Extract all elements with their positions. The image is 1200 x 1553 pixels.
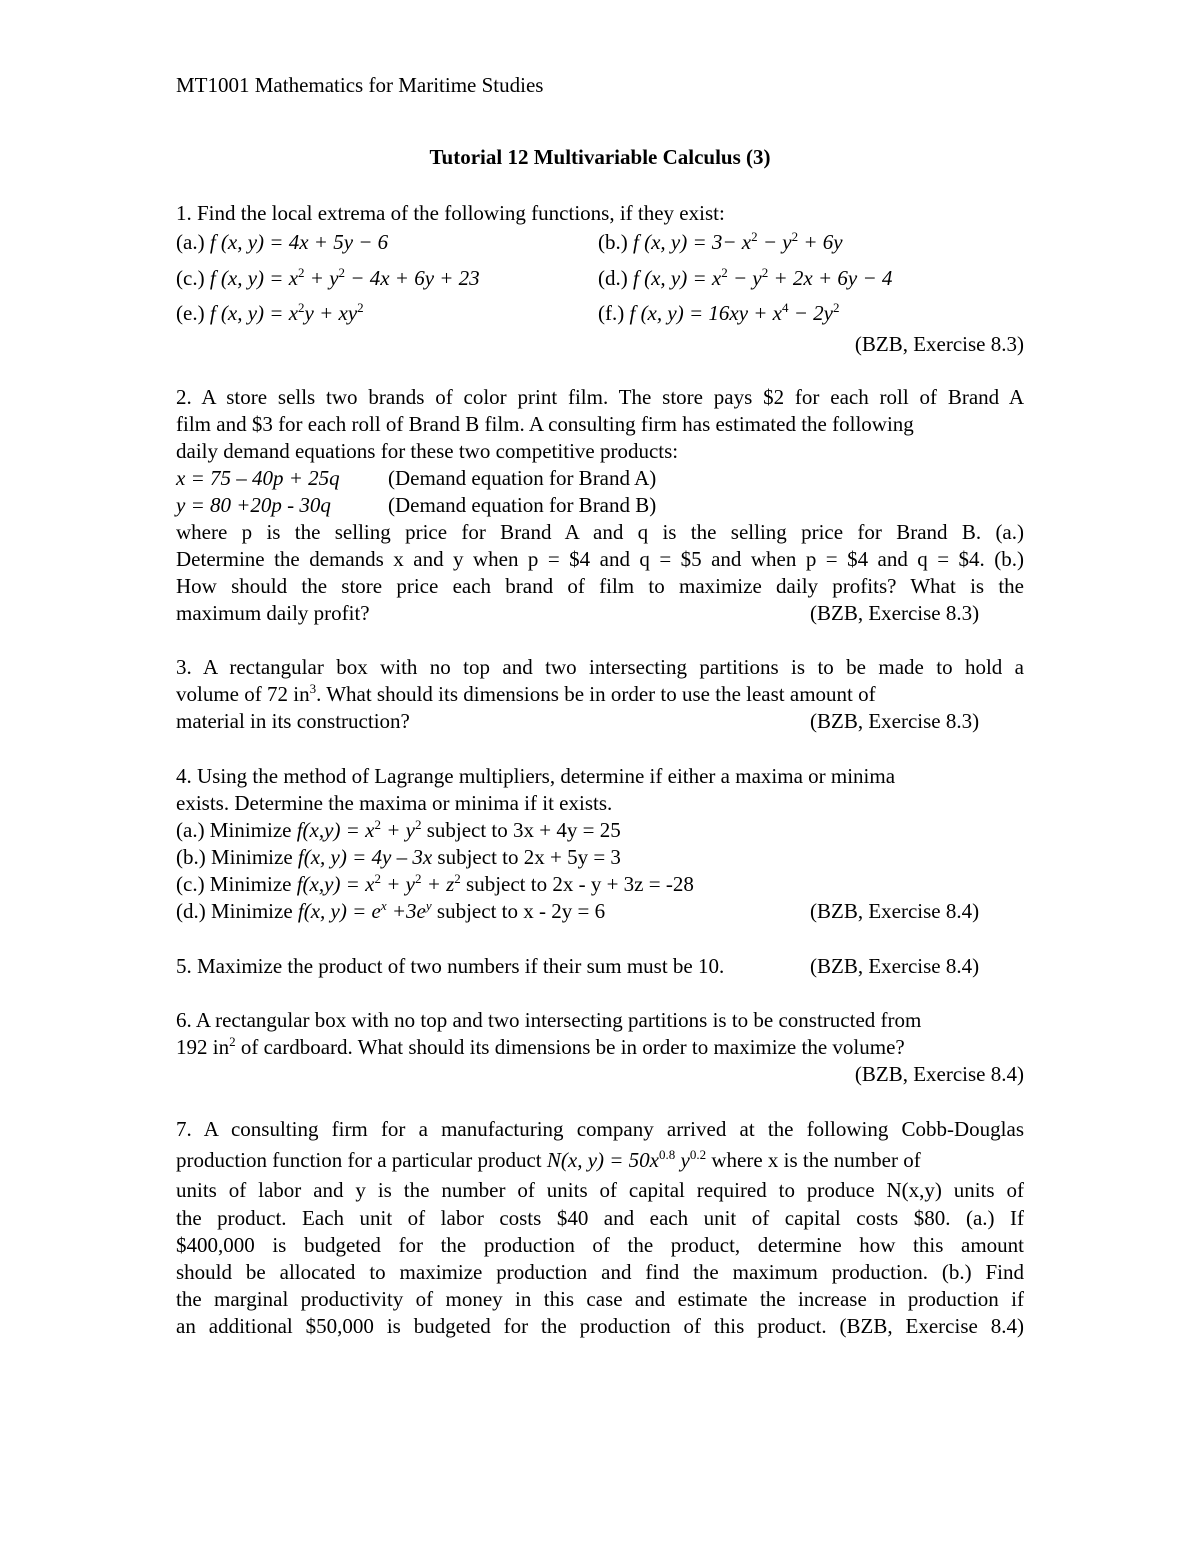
q2-line-3: daily demand equations for these two competitive products: <box>176 439 679 463</box>
q7-line-4: the product. Each unit of labor costs $40 and each unit of capital costs $80. (a.) If <box>176 1206 1024 1230</box>
q1-c: (c.) f (x, $y) = x^2 + y^2 - 4x + 6y + 23$ <box>176 265 480 290</box>
q2-reference: (BZB, Exercise 8.3) <box>810 601 980 625</box>
q3-line-3: material in its construction? <box>176 709 410 733</box>
q4-d: (d.) Minimize f(x, $y) = e^x +3e^y$ subject to x - 2y = 6 <box>176 898 606 923</box>
q7-line-8: an additional $50,000 is budgeted for the production of this product. (BZB, Exercise 8.4) <box>176 1314 1024 1338</box>
q6-line-2: 192 $in^2$ of cardboard. What should its dimensions be in order to maximize the volume? <box>176 1034 905 1059</box>
q2-line-7: Determine the demands x and y when p = $4 and q = $5 and when p = $4 and q = $4. (b.) <box>176 547 1024 571</box>
q2-line-1: 2. A store sells two brands of color print film. The store pays $2 for each roll of Brand A <box>176 385 1024 409</box>
q1-a: (a.) f (x, y) = 4x + 5y − 6 <box>176 230 389 254</box>
q3-line-1: 3. A rectangular box with no top and two intersecting partitions is to be made to hold a <box>176 655 1024 679</box>
q4-line-1: 4. Using the method of Lagrange multipliers, determine if either a maxima or minima <box>176 764 896 788</box>
q3-line-2: volume of 72 $in^3$. What should its dimensions be in order to use the least amount of <box>176 681 876 706</box>
q2-demand-eq-b-note: (Demand equation for Brand B) <box>388 493 657 517</box>
q7-line-5: $400,000 is budgeted for the production of the product, determine how this amount <box>176 1233 1024 1257</box>
q1-f: (f.) f (x, $y) = 16xy + x^4 - 2y^2$ <box>598 300 840 325</box>
page-title: Tutorial 12 Multivariable Calculus (3) <box>429 145 771 169</box>
q2-demand-eq-a-note: (Demand equation for Brand A) <box>388 466 657 490</box>
q7-line-1: 7. A consulting firm for a manufacturing company arrived at the following Cobb-Douglas <box>176 1117 1024 1141</box>
q4-line-2: exists. Determine the maxima or minima if it exists. <box>176 791 613 815</box>
q7-line-6: should be allocated to maximize production and find the maximum production. (b.) Find <box>176 1260 1024 1284</box>
q2-line-2: film and $3 for each roll of Brand B film. A consulting firm has estimated the following <box>176 412 914 436</box>
q1-e: (e.) f (x, $y) = x^2y + xy^2$ <box>176 300 364 325</box>
course-header: MT1001 Mathematics for Maritime Studies <box>176 73 544 97</box>
q7-line-2: production function for a particular product N(x, $y) = 50x^{0.8}$ $y^{0.2}$ where x is the number of <box>176 1147 921 1172</box>
q4-c: (c.) Minimize $f(x,y) = x^2 + y^2 + z^2$ subject to 2x - y + 3z = -28 <box>176 871 694 896</box>
q6-reference: (BZB, Exercise 8.4) <box>854 1062 1024 1086</box>
q6-line-1: 6. A rectangular box with no top and two intersecting partitions is to be constructed from <box>176 1008 922 1032</box>
q7-line-7: the marginal productivity of money in this case and estimate the increase in production if <box>176 1287 1024 1311</box>
q2-line-8: How should the store price each brand of film to maximize daily profits? What is the <box>176 574 1024 598</box>
q3-reference: (BZB, Exercise 8.3) <box>810 709 980 733</box>
q1-intro: 1. Find the local extrema of the following functions, if they exist: <box>176 201 725 225</box>
q4-a: (a.) Minimize $f(x,y) = x^2 + y^2$ subject to 3x + 4y = 25 <box>176 817 621 842</box>
q4-reference: (BZB, Exercise 8.4) <box>810 899 980 923</box>
q1-b: (b.) f (x, $y) = 3- x^2 - y^2 + 6y$ <box>598 229 843 254</box>
q2-line-6: where p is the selling price for Brand A and q is the selling price for Brand B. (a.) <box>176 520 1024 544</box>
q1-d: (d.) f (x, $y) = x^2 - y^2 + 2x + 6y - 4$ <box>598 265 893 290</box>
q5-line-1: 5. Maximize the product of two numbers if their sum must be 10. <box>176 954 725 978</box>
q2-line-9: maximum daily profit? <box>176 601 370 625</box>
q2-demand-eq-a: x = 75 – 40p + 25q <box>176 466 340 490</box>
q1-reference: (BZB, Exercise 8.3) <box>854 332 1024 356</box>
q4-b: (b.) Minimize f(x, y) = 4y – 3x subject to 2x + 5y = 3 <box>176 845 621 869</box>
q2-demand-eq-b: y = 80 +20p - 30q <box>176 493 331 517</box>
q7-line-3: units of labor and y is the number of units of capital required to produce N(x,y) units of <box>176 1178 1024 1202</box>
q5-reference: (BZB, Exercise 8.4) <box>810 954 980 978</box>
